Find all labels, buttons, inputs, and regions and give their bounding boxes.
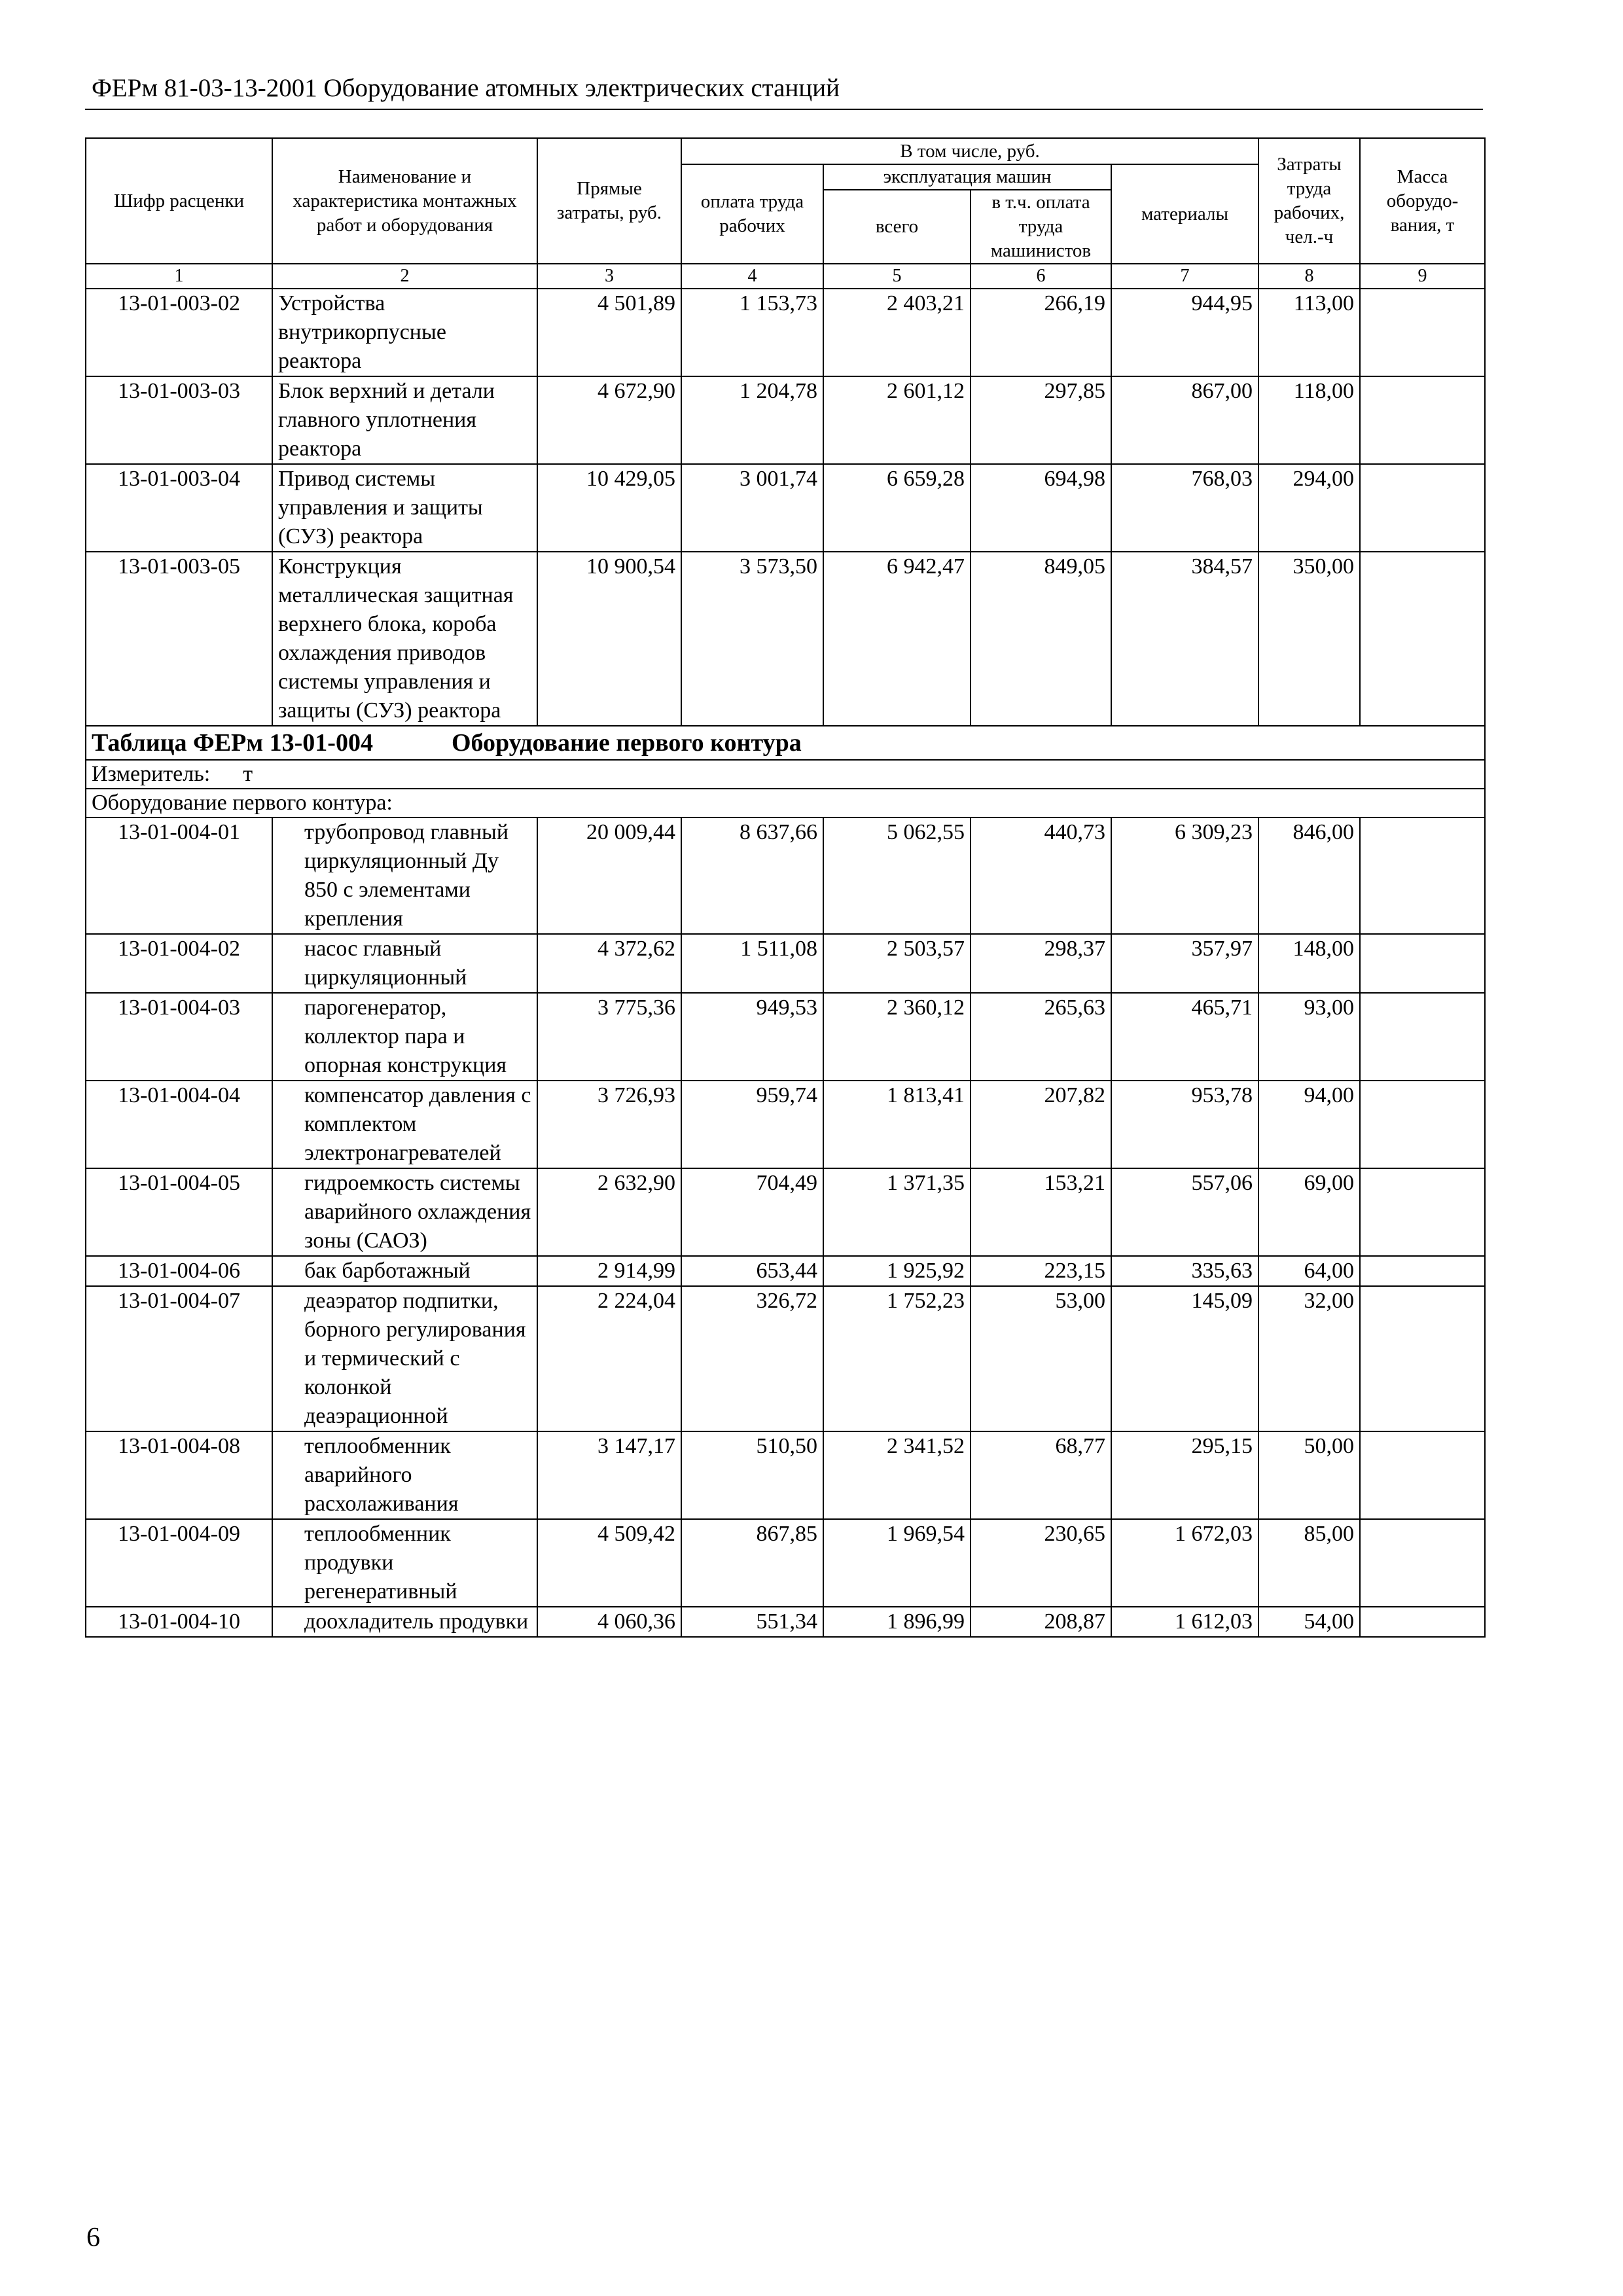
cell-wages: 8 637,66 xyxy=(681,817,823,934)
table-row xyxy=(86,1286,1485,1431)
cell-wages: 704,49 xyxy=(681,1168,823,1256)
cell-mass xyxy=(1360,934,1485,993)
cell-name: бак барботажный xyxy=(272,1256,537,1286)
cell-mass xyxy=(1360,1519,1485,1607)
cell-code: 13-01-004-08 xyxy=(86,1431,272,1519)
table-row xyxy=(86,1607,1485,1637)
cell-mass xyxy=(1360,1431,1485,1519)
cell-wages: 949,53 xyxy=(681,993,823,1081)
measure-unit: т xyxy=(243,762,253,786)
cell-name: Привод системы управления и защиты (СУЗ) реактора xyxy=(272,464,537,552)
cell-name: гидроемкость системы аварийного охлаждения зоны (САОЗ) xyxy=(272,1168,537,1256)
cell-materials: 335,63 xyxy=(1111,1256,1258,1286)
cell-direct: 2 224,04 xyxy=(537,1286,681,1431)
cell-machines: 2 503,57 xyxy=(823,934,971,993)
cell-operators: 230,65 xyxy=(971,1519,1111,1607)
cell-direct: 10 429,05 xyxy=(537,464,681,552)
cell-operators: 223,15 xyxy=(971,1256,1111,1286)
cell-name: Устройства внутрикорпусные реактора xyxy=(272,289,537,376)
cell-direct: 4 372,62 xyxy=(537,934,681,993)
cell-machines: 1 969,54 xyxy=(823,1519,971,1607)
cell-machines: 1 371,35 xyxy=(823,1168,971,1256)
cell-labor: 64,00 xyxy=(1258,1256,1360,1286)
section-table-title: Оборудование первого контура xyxy=(451,729,802,757)
header-labor-costs: Затраты труда рабочих, чел.-ч xyxy=(1258,138,1360,264)
header-materials: материалы xyxy=(1111,164,1258,264)
cell-labor: 50,00 xyxy=(1258,1431,1360,1519)
cell-operators: 207,82 xyxy=(971,1081,1111,1168)
section-title-cell xyxy=(86,726,1485,760)
table-row xyxy=(86,1081,1485,1168)
cell-direct: 4 672,90 xyxy=(537,376,681,464)
cell-mass xyxy=(1360,1168,1485,1256)
cell-code: 13-01-003-03 xyxy=(86,376,272,464)
cell-labor: 94,00 xyxy=(1258,1081,1360,1168)
cell-operators: 265,63 xyxy=(971,993,1111,1081)
section-title-row xyxy=(86,726,1485,760)
header-including: В том числе, руб. xyxy=(681,138,1258,164)
cell-wages: 1 511,08 xyxy=(681,934,823,993)
cell-materials: 944,95 xyxy=(1111,289,1258,376)
table-row xyxy=(86,552,1485,726)
column-numbers-row xyxy=(86,264,1485,289)
cell-code: 13-01-003-05 xyxy=(86,552,272,726)
cell-operators: 208,87 xyxy=(971,1607,1111,1637)
column-number: 4 xyxy=(681,264,823,289)
cell-materials: 357,97 xyxy=(1111,934,1258,993)
cell-code: 13-01-003-04 xyxy=(86,464,272,552)
header-direct-costs: Прямые затраты, руб. xyxy=(537,138,681,264)
cell-labor: 32,00 xyxy=(1258,1286,1360,1431)
section-table-number: Таблица ФЕРм 13-01-004 xyxy=(92,729,373,757)
cell-labor: 54,00 xyxy=(1258,1607,1360,1637)
cell-direct: 20 009,44 xyxy=(537,817,681,934)
table-body-004 xyxy=(86,817,1485,1637)
measure-label: Измеритель: xyxy=(92,762,211,786)
cell-labor: 846,00 xyxy=(1258,817,1360,934)
cell-name: парогенератор, коллектор пара и опорная конструкция xyxy=(272,993,537,1081)
cell-materials: 384,57 xyxy=(1111,552,1258,726)
cell-machines: 2 360,12 xyxy=(823,993,971,1081)
cell-materials: 1 672,03 xyxy=(1111,1519,1258,1607)
cell-code: 13-01-004-05 xyxy=(86,1168,272,1256)
rates-table xyxy=(85,137,1486,1638)
cell-machines: 6 659,28 xyxy=(823,464,971,552)
column-number: 7 xyxy=(1111,264,1258,289)
cell-machines: 6 942,47 xyxy=(823,552,971,726)
cell-machines: 2 601,12 xyxy=(823,376,971,464)
measure-cell xyxy=(86,760,1485,789)
cell-direct: 3 726,93 xyxy=(537,1081,681,1168)
cell-name: теплообменник аварийного расхолаживания xyxy=(272,1431,537,1519)
column-number: 3 xyxy=(537,264,681,289)
cell-direct: 2 632,90 xyxy=(537,1168,681,1256)
column-number: 1 xyxy=(86,264,272,289)
cell-code: 13-01-004-02 xyxy=(86,934,272,993)
cell-labor: 113,00 xyxy=(1258,289,1360,376)
cell-machines: 2 341,52 xyxy=(823,1431,971,1519)
cell-mass xyxy=(1360,1081,1485,1168)
column-number: 8 xyxy=(1258,264,1360,289)
cell-operators: 849,05 xyxy=(971,552,1111,726)
cell-machines: 1 752,23 xyxy=(823,1286,971,1431)
measure-row xyxy=(86,760,1485,789)
cell-materials: 295,15 xyxy=(1111,1431,1258,1519)
header-operators-wages: в т.ч. оплата труда машинистов xyxy=(971,190,1111,264)
cell-code: 13-01-004-07 xyxy=(86,1286,272,1431)
cell-name: теплообменник продувки регенеративный xyxy=(272,1519,537,1607)
table-row xyxy=(86,817,1485,934)
group-row xyxy=(86,789,1485,817)
cell-mass xyxy=(1360,1286,1485,1431)
cell-operators: 694,98 xyxy=(971,464,1111,552)
cell-operators: 298,37 xyxy=(971,934,1111,993)
cell-wages: 510,50 xyxy=(681,1431,823,1519)
cell-direct: 10 900,54 xyxy=(537,552,681,726)
cell-wages: 653,44 xyxy=(681,1256,823,1286)
cell-wages: 326,72 xyxy=(681,1286,823,1431)
cell-direct: 2 914,99 xyxy=(537,1256,681,1286)
table-row xyxy=(86,289,1485,376)
table-row xyxy=(86,993,1485,1081)
cell-mass xyxy=(1360,1607,1485,1637)
table-row xyxy=(86,464,1485,552)
cell-materials: 557,06 xyxy=(1111,1168,1258,1256)
cell-mass xyxy=(1360,376,1485,464)
cell-direct: 4 509,42 xyxy=(537,1519,681,1607)
cell-operators: 297,85 xyxy=(971,376,1111,464)
page-number: 6 xyxy=(86,2223,100,2253)
cell-operators: 68,77 xyxy=(971,1431,1111,1519)
column-number: 2 xyxy=(272,264,537,289)
table-row xyxy=(86,1519,1485,1607)
cell-machines: 1 925,92 xyxy=(823,1256,971,1286)
table-body-003 xyxy=(86,289,1485,726)
cell-materials: 953,78 xyxy=(1111,1081,1258,1168)
cell-labor: 93,00 xyxy=(1258,993,1360,1081)
cell-direct: 4 060,36 xyxy=(537,1607,681,1637)
cell-materials: 6 309,23 xyxy=(1111,817,1258,934)
table-row xyxy=(86,1431,1485,1519)
cell-wages: 551,34 xyxy=(681,1607,823,1637)
cell-code: 13-01-004-09 xyxy=(86,1519,272,1607)
table-row xyxy=(86,1256,1485,1286)
cell-name: насос главный циркуляционный xyxy=(272,934,537,993)
cell-name: трубопровод главный циркуляционный Ду 850 с элементами крепления xyxy=(272,817,537,934)
running-head: ФЕРм 81-03-13-2001 Оборудование атомных электрических станций xyxy=(92,74,840,102)
table-header xyxy=(86,138,1485,289)
cell-operators: 440,73 xyxy=(971,817,1111,934)
cell-mass xyxy=(1360,817,1485,934)
table-row xyxy=(86,1168,1485,1256)
cell-labor: 69,00 xyxy=(1258,1168,1360,1256)
cell-name: доохладитель продувки xyxy=(272,1607,537,1637)
cell-mass xyxy=(1360,993,1485,1081)
column-number: 6 xyxy=(971,264,1111,289)
header-code: Шифр расценки xyxy=(86,138,272,264)
table-row xyxy=(86,376,1485,464)
cell-labor: 85,00 xyxy=(1258,1519,1360,1607)
cell-name: Конструкция металлическая защитная верхнего блока, короба охлаждения приводов системы управления и защиты (СУЗ) реактора xyxy=(272,552,537,726)
header-machines-total: всего xyxy=(823,190,971,264)
cell-direct: 3 775,36 xyxy=(537,993,681,1081)
cell-materials: 867,00 xyxy=(1111,376,1258,464)
cell-mass xyxy=(1360,289,1485,376)
cell-mass xyxy=(1360,1256,1485,1286)
cell-machines: 2 403,21 xyxy=(823,289,971,376)
cell-wages: 1 153,73 xyxy=(681,289,823,376)
header-name: Наименование и характеристика монтажных работ и оборудования xyxy=(272,138,537,264)
cell-mass xyxy=(1360,464,1485,552)
cell-direct: 4 501,89 xyxy=(537,289,681,376)
cell-materials: 465,71 xyxy=(1111,993,1258,1081)
cell-mass xyxy=(1360,552,1485,726)
cell-machines: 1 896,99 xyxy=(823,1607,971,1637)
cell-machines: 1 813,41 xyxy=(823,1081,971,1168)
cell-name: деаэратор подпитки, борного регулирования и термический с колонкой деаэрационной xyxy=(272,1286,537,1431)
column-number: 9 xyxy=(1360,264,1485,289)
header-rule xyxy=(85,109,1483,110)
group-label: Оборудование первого контура: xyxy=(86,789,1485,817)
cell-labor: 118,00 xyxy=(1258,376,1360,464)
cell-labor: 350,00 xyxy=(1258,552,1360,726)
header-wages: оплата труда рабочих xyxy=(681,164,823,264)
cell-labor: 294,00 xyxy=(1258,464,1360,552)
cell-wages: 1 204,78 xyxy=(681,376,823,464)
cell-machines: 5 062,55 xyxy=(823,817,971,934)
cell-materials: 145,09 xyxy=(1111,1286,1258,1431)
cell-materials: 1 612,03 xyxy=(1111,1607,1258,1637)
cell-wages: 3 001,74 xyxy=(681,464,823,552)
cell-code: 13-01-004-06 xyxy=(86,1256,272,1286)
cell-wages: 867,85 xyxy=(681,1519,823,1607)
cell-name: Блок верхний и детали главного уплотнения реактора xyxy=(272,376,537,464)
cell-code: 13-01-004-04 xyxy=(86,1081,272,1168)
cell-operators: 266,19 xyxy=(971,289,1111,376)
cell-code: 13-01-003-02 xyxy=(86,289,272,376)
cell-materials: 768,03 xyxy=(1111,464,1258,552)
cell-operators: 153,21 xyxy=(971,1168,1111,1256)
cell-name: компенсатор давления с комплектом электронагревателей xyxy=(272,1081,537,1168)
table-section-header xyxy=(86,726,1485,817)
cell-labor: 148,00 xyxy=(1258,934,1360,993)
cell-code: 13-01-004-01 xyxy=(86,817,272,934)
cell-code: 13-01-004-10 xyxy=(86,1607,272,1637)
table-row xyxy=(86,934,1485,993)
cell-operators: 53,00 xyxy=(971,1286,1111,1431)
cell-code: 13-01-004-03 xyxy=(86,993,272,1081)
cell-direct: 3 147,17 xyxy=(537,1431,681,1519)
header-equipment-mass: Масса оборудо-вания, т xyxy=(1360,138,1485,264)
column-number: 5 xyxy=(823,264,971,289)
cell-wages: 3 573,50 xyxy=(681,552,823,726)
cell-wages: 959,74 xyxy=(681,1081,823,1168)
header-machines: эксплуатация машин xyxy=(823,164,1111,190)
